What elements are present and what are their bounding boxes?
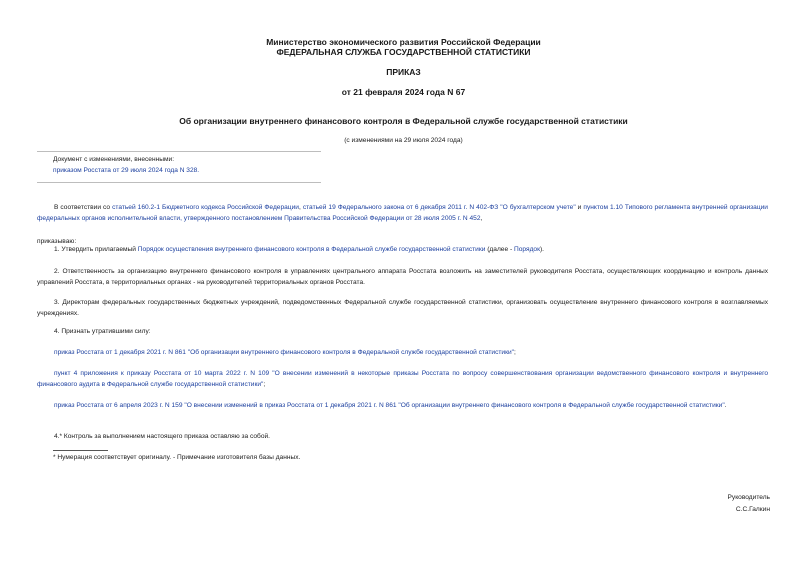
edition-note: (с изменениями на 29 июля 2024 года) [344, 137, 463, 144]
footnote-divider [53, 450, 108, 451]
item-1-text-b: (далее - [485, 246, 514, 253]
revoked-item-3-end: . [724, 402, 727, 409]
item-control-paragraph: 4.* Контроль за выполнением настоящего приказа оставляю за собой. [54, 433, 271, 440]
budget-code-link[interactable]: статьей 160.2-1 Бюджетного кодекса Российской Федерации [112, 204, 299, 211]
revoked-order-159-link[interactable]: приказ Росстата от 6 апреля 2023 г. N 159 "О внесении изменений в приказ Росстата от 1 декабря 2021 г. N 861 "Об организации внутреннего финансового контроля в Федеральной службе государственной статистики" [54, 402, 725, 409]
revoked-item-1 [37, 347, 768, 358]
preamble-paragraph [37, 202, 768, 224]
typical-regulation-link[interactable]: пунктом 1.10 Типового регламента внутренней организации федеральных органов исполнительной власти, утвержденного постановлением Правительства Российской Федерации от 28 июля 2005 г. N 452 [37, 204, 768, 222]
accounting-law-link[interactable]: статьей 19 Федерального закона от 6 декабря 2011 г. N 402-ФЗ "О бухгалтерском учете" [302, 204, 576, 211]
document-date-number: от 21 февраля 2024 года N 67 [341, 87, 466, 97]
changes-top-divider [37, 151, 321, 152]
signature-position: Руководитель [727, 494, 770, 501]
preamble-text-4: , [480, 215, 483, 222]
service-name: ФЕДЕРАЛЬНАЯ СЛУЖБА ГОСУДАРСТВЕННОЙ СТАТИСТИКИ [276, 47, 531, 57]
changes-label: Документ с изменениями, внесенными: [53, 156, 175, 163]
item-1-text-a: 1. Утвердить прилагаемый [54, 246, 138, 253]
orders-word: приказываю: [37, 238, 77, 245]
revoked-item-3 [37, 400, 768, 411]
signature-name: С.С.Галкин [735, 506, 770, 513]
document-title: Об организации внутреннего финансового контроля в Федеральной службе государственной статистики [179, 116, 628, 126]
footnote-text: * Нумерация соответствует оригиналу. - Примечание изготовителя базы данных. [53, 454, 301, 461]
revoked-order-861-link[interactable]: приказ Росстата от 1 декабря 2021 г. N 861 "Об организации внутреннего финансового контроля в Федеральной службе государственной статистики" [54, 349, 515, 356]
preamble-text-3: и [575, 204, 584, 211]
procedure-short-link[interactable]: Порядок [514, 246, 540, 253]
procedure-link[interactable]: Порядок осуществления внутреннего финансового контроля в Федеральной службе государственной статистики [137, 246, 486, 253]
item-3-paragraph: 3. Директорам федеральных государственных бюджетных учреждений, подведомственных Федеральной службе государственной статистики, организовать осуществление внутреннего финансового контроля в возглавляемых учреждениях. [37, 299, 768, 317]
changes-link[interactable]: приказом Росстата от 29 июля 2024 года N 328. [53, 167, 200, 174]
document-type: ПРИКАЗ [386, 67, 421, 77]
item-4-paragraph: 4. Признать утратившими силу: [54, 328, 151, 335]
revoked-order-109-link[interactable]: пункт 4 приложения к приказу Росстата от 10 марта 2022 г. N 109 "О внесении изменений в некоторые приказы Росстата по вопросу совершенствования организации ведомственного финансового контроля и внутреннего финансового аудита в Федеральной службе государственной статистики" [37, 370, 768, 388]
ministry-name: Министерство экономического развития Российской Федерации [266, 37, 541, 47]
revoked-item-1-end: ; [514, 349, 516, 356]
changes-bottom-divider [37, 182, 321, 183]
item-2-paragraph: 2. Ответственность за организацию внутреннего финансового контроля в управлениях центрального аппарата Росстата возложить на заместителей руководителя Росстата, осуществляющих координацию и контроль данных управлений Росстата, в территориальных органах - на руководителей территориальных органов Росстата. [37, 268, 768, 286]
item-1-text-c: ). [539, 246, 545, 253]
item-1-paragraph [37, 244, 768, 255]
preamble-text-2: , [298, 204, 303, 211]
preamble-text-1: В соответствии со [54, 204, 113, 211]
revoked-item-2-end: ; [263, 381, 266, 388]
revoked-item-2 [37, 368, 768, 390]
